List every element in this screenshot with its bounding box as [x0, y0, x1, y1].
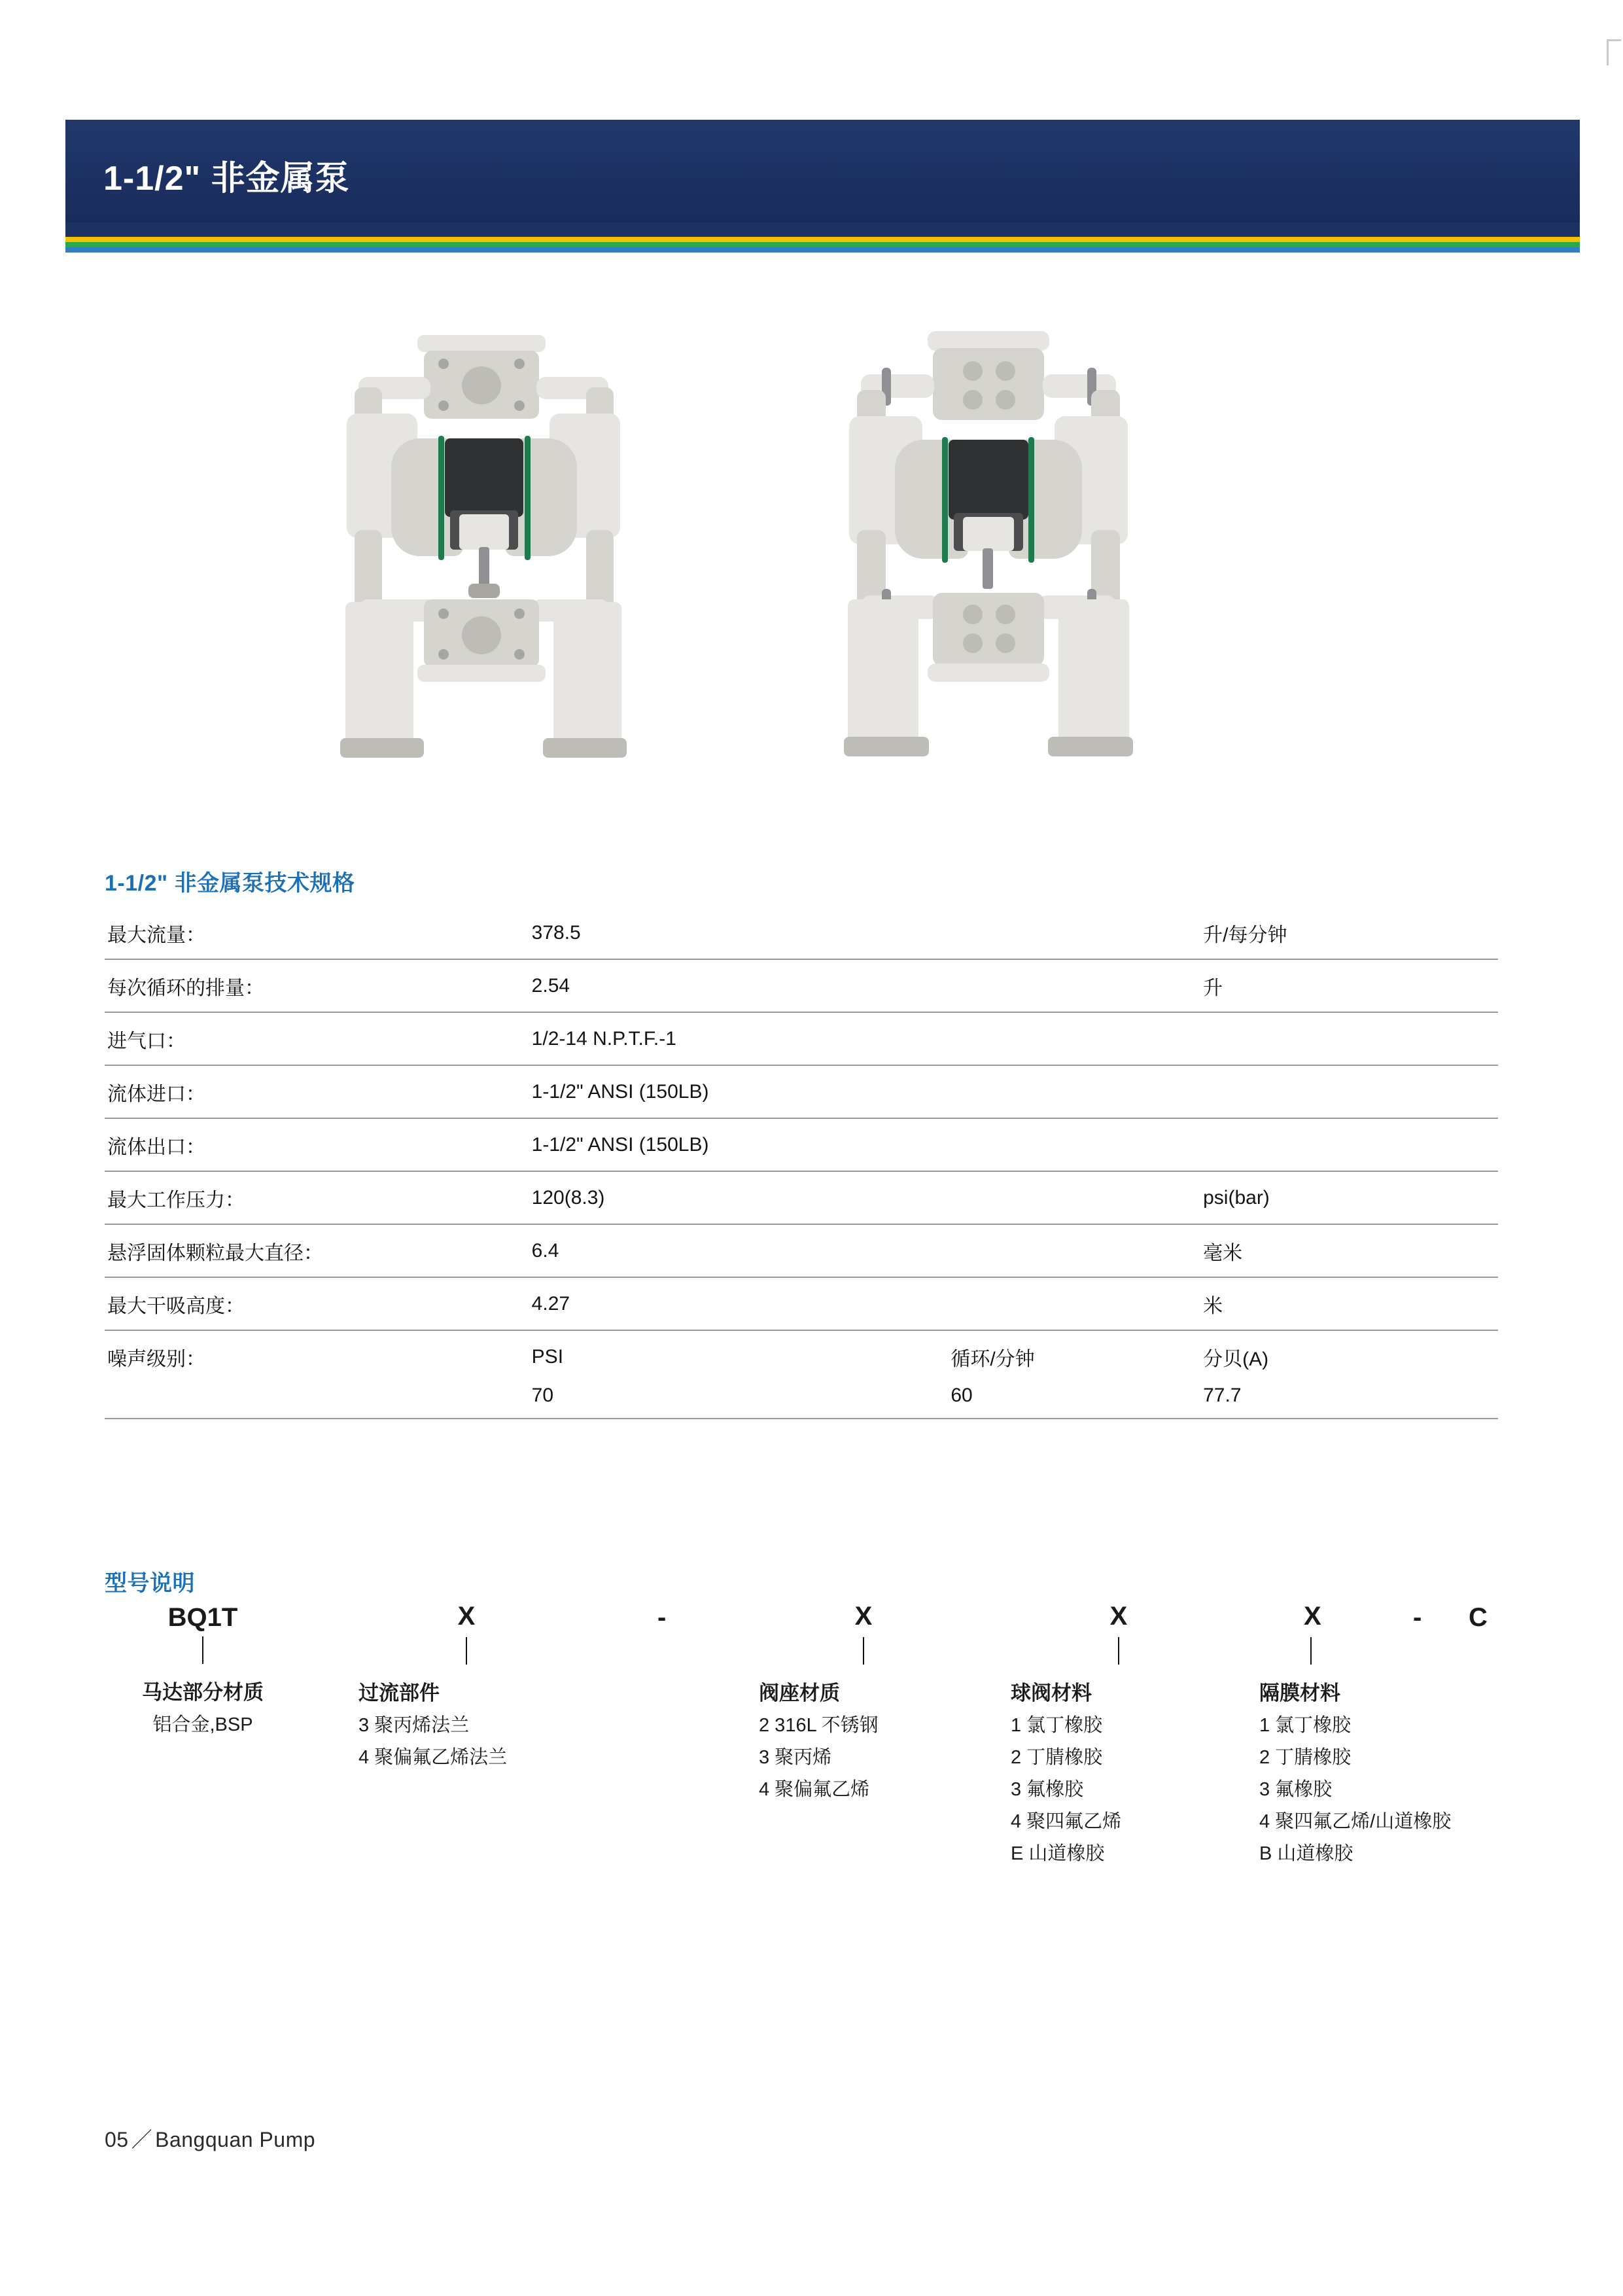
table-row: [105, 1378, 1498, 1419]
spec-unit: [1181, 1065, 1498, 1118]
table-row: [105, 1330, 1498, 1378]
model-head-seat: 阀座材质: [759, 1682, 840, 1704]
table-row: [105, 1171, 1498, 1224]
spec-label: 每次循环的排量：: [105, 959, 529, 1012]
model-item: B 山道橡胶: [1259, 1843, 1353, 1865]
stripe-blue: [65, 247, 1580, 253]
table-row: [105, 1118, 1498, 1171]
noise-value-cycles: 60: [948, 1378, 1181, 1419]
model-item: 2 丁腈橡胶: [1011, 1747, 1103, 1769]
model-head-ball: 球阀材料: [1011, 1682, 1092, 1704]
spec-label: 最大工作压力：: [105, 1171, 529, 1224]
model-code-char: X: [1109, 1602, 1128, 1631]
flanged-non-metallic-pump-photo: [340, 314, 621, 772]
spec-label: 流体出口：: [105, 1118, 529, 1171]
spec-spacer: [948, 1012, 1181, 1065]
stripe-green: [65, 242, 1580, 247]
spec-unit: 升/每分钟: [1181, 907, 1498, 959]
spec-section-title: 1-1/2" 非金属泵技术规格: [105, 871, 355, 896]
bolted-non-metallic-pump-photo: [844, 314, 1125, 772]
table-row: [105, 1065, 1498, 1118]
spec-value: 1-1/2" ANSI (150LB): [529, 1118, 949, 1171]
model-tick: [863, 1637, 864, 1665]
spec-unit: 米: [1181, 1277, 1498, 1330]
page-title: 1-1/2" 非金属泵: [103, 160, 350, 198]
model-code-char: X: [1304, 1602, 1321, 1631]
model-item: 3 氟橡胶: [1011, 1779, 1084, 1801]
model-column-wetted: [358, 1603, 574, 1770]
model-item: 4 聚偏氟乙烯: [759, 1779, 870, 1801]
stripe-navy: [65, 222, 1580, 237]
spec-spacer: [948, 1277, 1181, 1330]
model-code-char: X: [854, 1602, 873, 1631]
table-row: [105, 1277, 1498, 1330]
noise-value-spacer: [105, 1378, 529, 1419]
model-dash-2: -: [1413, 1603, 1422, 1632]
model-item: 4 聚四氟乙烯: [1011, 1811, 1122, 1833]
model-tick: [1310, 1637, 1312, 1665]
model-item: 铝合金,BSP: [152, 1714, 253, 1735]
model-tick: [1118, 1637, 1119, 1665]
spec-value: 1-1/2" ANSI (150LB): [529, 1065, 949, 1118]
model-tick: [466, 1637, 467, 1665]
model-column-diaphragm: [1259, 1603, 1541, 1867]
model-head-motor: 马达部分材质: [142, 1681, 264, 1704]
model-item: 3 氟橡胶: [1259, 1779, 1333, 1801]
spec-value: 4.27: [529, 1277, 949, 1330]
table-row: [105, 959, 1498, 1012]
spec-spacer: [948, 907, 1181, 959]
model-item: 2 316L 不锈钢: [759, 1715, 879, 1736]
spec-value: 2.54: [529, 959, 949, 1012]
corner-mark-top-right-h: [1607, 39, 1621, 41]
spec-label: 悬浮固体颗粒最大直径：: [105, 1224, 529, 1277]
spec-label: 流体进口：: [105, 1065, 529, 1118]
model-code-diagram: [105, 1603, 1518, 1956]
noise-header-cycles: 循环/分钟: [951, 1349, 1035, 1370]
model-head-wetted: 过流部件: [358, 1682, 440, 1704]
noise-label: 噪声级别：: [107, 1349, 205, 1370]
table-row: [105, 1012, 1498, 1065]
spec-unit: 升: [1181, 959, 1498, 1012]
stripe-yellow: [65, 237, 1580, 242]
model-item: 4 聚四氟乙烯/山道橡胶: [1259, 1811, 1452, 1833]
spec-spacer: [948, 1224, 1181, 1277]
spec-value: 6.4: [529, 1224, 949, 1277]
brand-name: Bangquan Pump: [155, 2128, 316, 2151]
footer: [105, 2123, 315, 2153]
noise-header-db: 分贝(A): [1203, 1349, 1269, 1370]
spec-unit: psi(bar): [1181, 1171, 1498, 1224]
model-column-ball: [1011, 1603, 1227, 1867]
model-item: E 山道橡胶: [1011, 1843, 1105, 1865]
spec-unit: [1181, 1012, 1498, 1065]
model-column-seat: [759, 1603, 968, 1802]
spec-label: 最大流量：: [105, 907, 529, 959]
model-tick: [202, 1636, 203, 1664]
model-code-char: X: [457, 1602, 476, 1631]
model-item: 3 聚丙烯: [759, 1747, 832, 1769]
model-item: 1 氯丁橡胶: [1011, 1715, 1103, 1736]
model-tail-code: C: [1469, 1603, 1488, 1632]
spec-value: 378.5: [529, 907, 949, 959]
model-item: 1 氯丁橡胶: [1259, 1715, 1352, 1736]
spec-spacer: [948, 1065, 1181, 1118]
noise-value-db: 77.7: [1181, 1378, 1498, 1419]
model-dash-1: -: [657, 1603, 667, 1632]
spec-label: 进气口：: [105, 1012, 529, 1065]
table-row: [105, 1224, 1498, 1277]
model-item: 2 丁腈橡胶: [1259, 1747, 1352, 1769]
model-item: 3 聚丙烯法兰: [358, 1715, 470, 1736]
model-item: 4 聚偏氟乙烯法兰: [358, 1747, 508, 1769]
corner-mark-top-right: [1607, 39, 1609, 65]
spec-spacer: [948, 1118, 1181, 1171]
model-column-motor: [105, 1603, 301, 1737]
page-number: 05: [105, 2128, 129, 2151]
spec-unit: [1181, 1118, 1498, 1171]
spec-value: 1/2-14 N.P.T.F.-1: [529, 1012, 949, 1065]
spec-spacer: [948, 959, 1181, 1012]
footer-separator: ／: [131, 2128, 153, 2151]
product-image-group: [314, 314, 1230, 785]
spec-unit: 毫米: [1181, 1224, 1498, 1277]
spec-table: [105, 907, 1498, 1419]
table-row: [105, 907, 1498, 959]
spec-value: 120(8.3): [529, 1171, 949, 1224]
noise-value-psi: 70: [529, 1378, 949, 1419]
noise-header-psi: PSI: [531, 1346, 564, 1368]
accent-stripes: [65, 222, 1580, 262]
model-head-diaphragm: 隔膜材料: [1259, 1682, 1340, 1704]
spec-label: 最大干吸高度：: [105, 1277, 529, 1330]
model-base-code: BQ1T: [167, 1603, 238, 1632]
model-section-title: 型号说明: [105, 1571, 195, 1596]
spec-spacer: [948, 1171, 1181, 1224]
